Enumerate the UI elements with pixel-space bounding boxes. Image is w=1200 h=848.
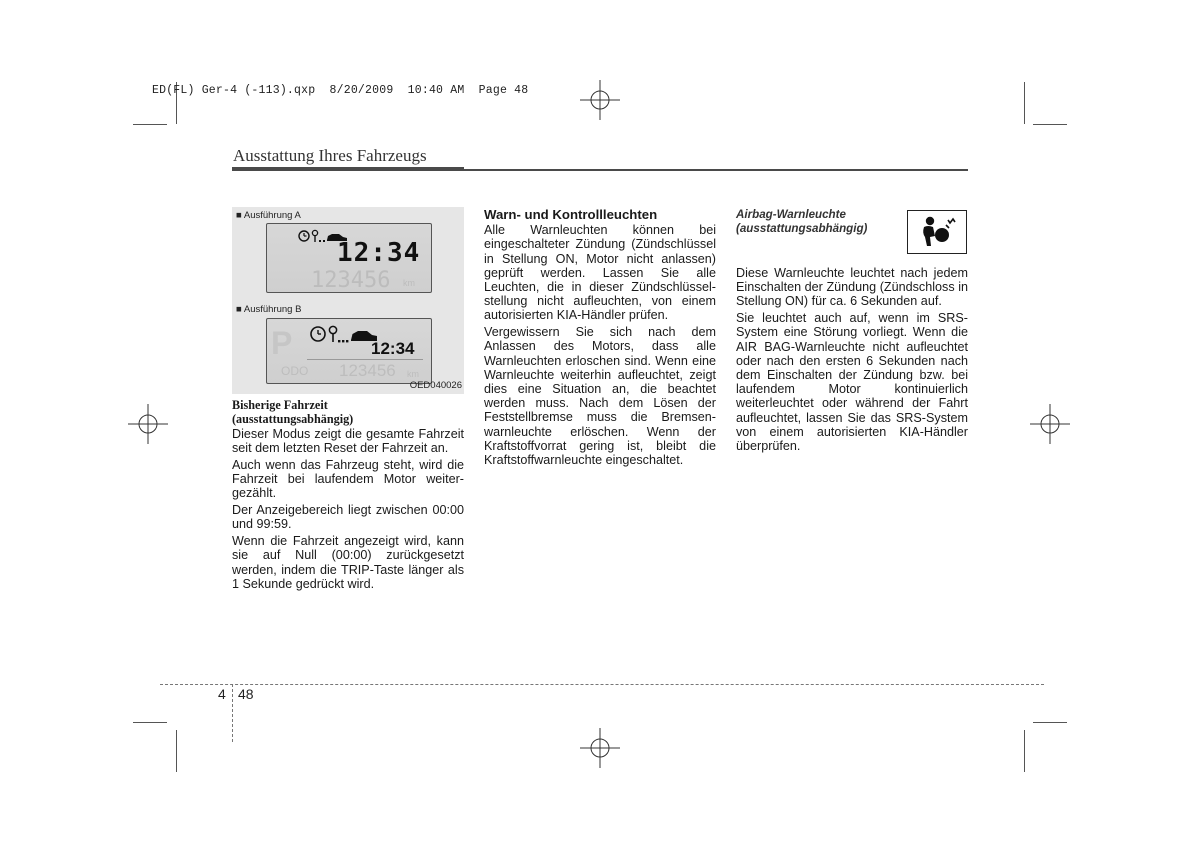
lcd-divider: [307, 359, 423, 360]
lcd-display-a: [266, 223, 432, 293]
crop-mark: [1024, 82, 1025, 124]
heading-fahrzeit: Bisherige Fahrzeit: [232, 398, 328, 412]
figure-panel-b: [232, 300, 464, 394]
paragraph: Sie leuchtet auch auf, wenn im SRS-System eine Störung vorliegt. Wenn die AIR BAG-Warnleuchte nicht aufleuchtet oder nach den ersten 6 Sekunden nach dem Einschalten der Zündung bzw. bei laufendem Motor kontinuierlich weiterleuchtet oder während der Fahrt aufleuchtet, lassen Sie das SRS-System von einem autorisierten KIA-Händler überprüfen.: [736, 311, 968, 454]
registration-mark-icon: [1030, 404, 1070, 444]
figure-code: OED040026: [409, 380, 462, 391]
paragraph: Wenn die Fahrzeit angezeigt wird, kann sie auf Null (00:00) zurückgesetzt werden, indem die TRIP-Taste länger als 1 Sekunde gedrückt wird.: [232, 534, 464, 591]
lcd-display-b: [266, 318, 432, 384]
lcd-odometer-b: 123456: [339, 361, 396, 380]
registration-mark-icon: [580, 80, 620, 120]
header-rule: [232, 167, 464, 171]
header-rule: [464, 169, 968, 171]
registration-mark-icon: [580, 728, 620, 768]
lcd-odometer-a: 123456: [311, 268, 391, 293]
page-number: [218, 686, 254, 702]
registration-mark-icon: [128, 404, 168, 444]
page-number-value: 48: [238, 686, 254, 702]
lcd-time-a: 12:34: [337, 238, 421, 268]
paragraph: Diese Warnleuchte leuchtet nach jedem Einschalten der Zündung (Zündschloss in Stellung ON) für ca. 6 Sekunden auf.: [736, 266, 968, 309]
crop-mark: [1033, 722, 1067, 723]
right-column-heading: [736, 208, 906, 236]
crop-mark: [1033, 124, 1067, 125]
lcd-unit-a: km: [403, 278, 415, 288]
lcd-unit-b: km: [407, 369, 419, 379]
figure-panel-a: [232, 207, 464, 300]
airbag-warning-icon: [907, 210, 967, 254]
paragraph: Auch wenn das Fahrzeug steht, wird die Fahrzeit bei laufendem Motor weiter-gezählt.: [232, 458, 464, 501]
paragraph: Vergewissern Sie sich nach dem Anlassen des Motors, dass alle Warnleuchten erloschen sind. Wenn eine Warnleuchte weiterhin aufleuchtet, zeigt dies eine Situation an, die beachtet werden muss. Nach dem Lösen der Feststellbremse muss die Bremsen-warnleuchte erlöschen. Wenn der Kraftstoffvorrat gering ist, bleibt die Kraftstoffwarnleuchte eingeschaltet.: [484, 325, 716, 468]
crop-mark: [176, 730, 177, 772]
heading-airbag-sub: (ausstattungsabhängig): [736, 222, 868, 235]
heading-airbag: Airbag-Warnleuchte: [736, 208, 846, 221]
figure-label-b: ■ Ausführung B: [236, 304, 302, 315]
heading-warnleuchten: Warn- und Kontrollleuchten: [484, 207, 658, 222]
crop-mark: [133, 124, 167, 125]
lcd-gear-indicator: P: [271, 325, 293, 361]
section-title: Ausstattung Ihres Fahrzeugs: [233, 146, 427, 165]
crop-mark: [133, 722, 167, 723]
left-column: [232, 398, 464, 594]
paragraph: Dieser Modus zeigt die gesamte Fahrzeit seit dem letzten Reset der Fahrzeit an.: [232, 427, 464, 456]
paragraph: Alle Warnleuchten können bei eingeschalteter Zündung (Zündschlüssel in Stellung ON, Motor nicht anlassen) geprüft werden. Lassen Sie alle Leuchten, die in dieser Zündschlüssel-stellung nicht aufleuchten, von einem autorisierten KIA-Händler prüfen.: [484, 223, 716, 323]
paragraph: Der Anzeigebereich liegt zwischen 00:00 und 99:59.: [232, 503, 464, 532]
figure-label-a: ■ Ausführung A: [236, 210, 301, 221]
lcd-time-b: 12:34: [371, 339, 415, 358]
right-column: [736, 266, 968, 456]
section-number: 4: [218, 686, 226, 702]
footer-rule: [160, 684, 1044, 685]
heading-fahrzeit-sub: (ausstattungsabhängig): [232, 412, 354, 426]
print-slug: ED(FL) Ger-4 (-113).qxp 8/20/2009 10:40 AM Page 48: [152, 84, 529, 97]
middle-column: [484, 208, 716, 470]
footer-rule: [232, 684, 233, 742]
lcd-odo-label: ODO: [281, 364, 309, 378]
crop-mark: [1024, 730, 1025, 772]
